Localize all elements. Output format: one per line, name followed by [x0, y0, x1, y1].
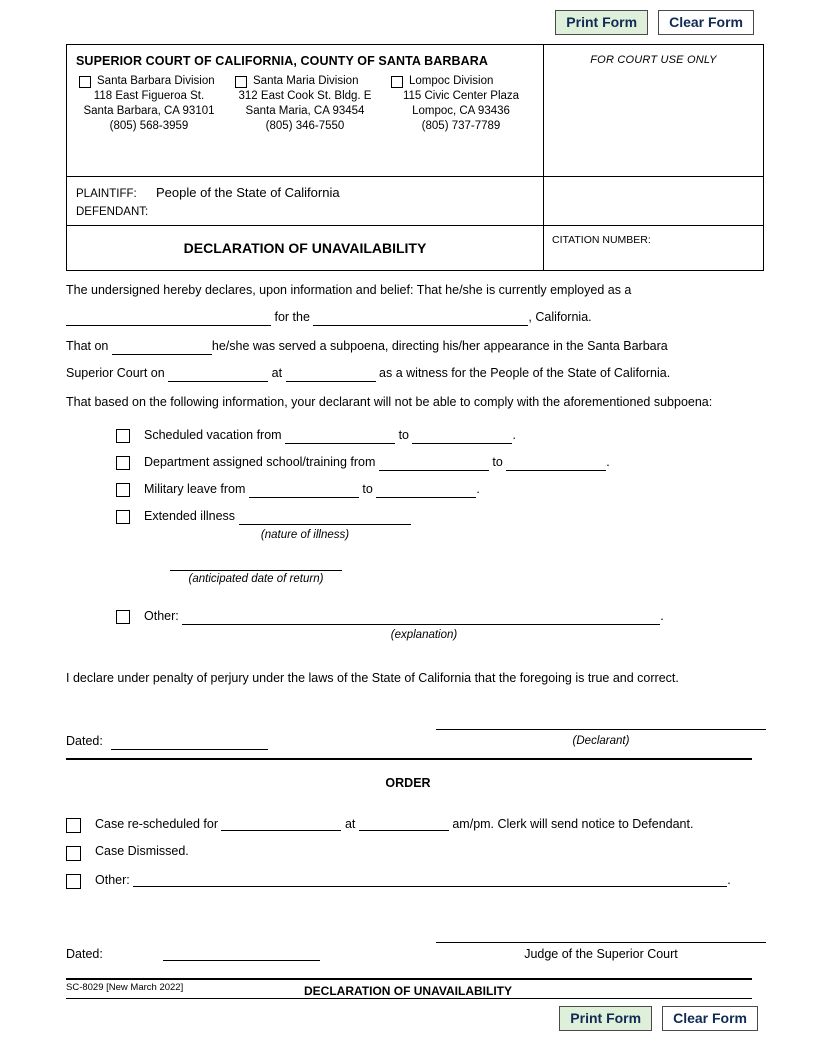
court-name: SUPERIOR COURT OF CALIFORNIA, COUNTY OF SANTA BARBARA [76, 54, 489, 68]
order-item-dismissed[interactable] [66, 844, 766, 861]
footer-divider-top [66, 978, 752, 980]
division-santa-maria[interactable] [227, 74, 383, 134]
defendant-label: DEFENDANT: [76, 206, 149, 218]
served-mid: he/she was served a subpoena, directing his/her appearance in the Santa Barbara [211, 339, 668, 353]
clear-form-button-bottom[interactable]: Clear Form [662, 1006, 758, 1031]
intro-for-label: for the [274, 310, 310, 324]
order-label: Case re-scheduled for [95, 817, 218, 831]
parties-right-cell [544, 176, 763, 225]
order-after: am/pm. Clerk will send notice to Defendant. [452, 817, 694, 831]
training-from-input[interactable] [379, 456, 489, 471]
reschedule-time-input[interactable] [359, 816, 449, 831]
option-scheduled-vacation[interactable] [116, 427, 766, 444]
checkbox-extended-illness[interactable] [116, 510, 130, 524]
checkbox-santa-maria-division[interactable] [235, 76, 247, 88]
vacation-from-input[interactable] [285, 429, 395, 444]
option-label: Extended illness [144, 509, 236, 523]
reschedule-date-input[interactable] [221, 816, 341, 831]
illness-return-input[interactable] [170, 556, 342, 571]
citation-number-label[interactable]: CITATION NUMBER: [544, 225, 763, 269]
illness-nature-caption: (nature of illness) [260, 529, 350, 541]
form-header-table [66, 44, 764, 271]
intro-text-1: The undersigned hereby declares, upon information and belief: That he/she is currently employed as a [66, 283, 632, 297]
division-phone: (805) 568-3959 [109, 120, 189, 132]
division-name: Santa Maria Division [253, 75, 359, 87]
order-heading: ORDER [385, 776, 431, 790]
option-end: . [476, 482, 480, 496]
option-end: . [512, 428, 516, 442]
form-number: SC-8029 [New March 2022] [66, 982, 184, 993]
division-santa-barbara[interactable] [71, 74, 227, 134]
illness-return-caption: (anticipated date of return) [188, 573, 324, 585]
appearance-time-input[interactable] [286, 367, 376, 382]
court-info-cell [67, 45, 544, 176]
order-item-rescheduled[interactable] [66, 816, 766, 833]
declarant-date-input[interactable] [111, 735, 268, 750]
served-line2-end: as a witness for the People of the State of California. [379, 366, 671, 380]
intro-paragraph [66, 282, 766, 326]
served-line2-at: at [271, 366, 283, 380]
court-use-blank-area [544, 66, 763, 176]
appearance-date-input[interactable] [168, 367, 268, 382]
checkbox-santa-barbara-division[interactable] [79, 76, 91, 88]
option-mid: to [398, 428, 409, 442]
judge-caption: Judge of the Superior Court [524, 947, 678, 961]
form-body [66, 282, 766, 750]
division-address2: Santa Maria, CA 93454 [245, 105, 365, 117]
form-title-cell [67, 225, 544, 270]
judge-signature-row [66, 928, 766, 961]
for-court-use-cell [544, 45, 763, 176]
served-line2-prefix: Superior Court on [66, 366, 165, 380]
checkbox-military-leave[interactable] [116, 483, 130, 497]
footer-divider-bottom [66, 998, 752, 999]
division-phone: (805) 346-7550 [265, 120, 345, 132]
served-prefix: That on [66, 339, 109, 353]
order-item-other[interactable] [66, 872, 766, 889]
division-phone: (805) 737-7789 [421, 120, 501, 132]
print-form-button-top[interactable]: Print Form [555, 10, 648, 35]
employer-title-input[interactable] [66, 311, 271, 326]
option-extended-illness[interactable] [116, 508, 766, 588]
division-lompoc[interactable] [383, 74, 539, 134]
clear-form-button-top[interactable]: Clear Form [658, 10, 754, 35]
military-to-input[interactable] [376, 483, 476, 498]
checkbox-case-rescheduled[interactable] [66, 818, 81, 833]
print-form-button-bottom[interactable]: Print Form [559, 1006, 652, 1031]
plaintiff-label: PLAINTIFF: [76, 188, 137, 200]
checkbox-other[interactable] [116, 610, 130, 624]
form-title: DECLARATION OF UNAVAILABILITY [67, 225, 543, 270]
plaintiff-value: People of the State of California [156, 185, 340, 200]
intro-text-2: , California. [528, 310, 592, 324]
service-date-input[interactable] [112, 340, 212, 355]
top-button-bar [555, 10, 754, 35]
based-on-paragraph: That based on the following information, your declarant will not be able to comply with the aforementioned subpoena: [66, 395, 713, 409]
option-label: Scheduled vacation from [144, 428, 282, 442]
checkbox-scheduled-vacation[interactable] [116, 429, 130, 443]
footer-title: DECLARATION OF UNAVAILABILITY [304, 984, 512, 998]
checkbox-lompoc-division[interactable] [391, 76, 403, 88]
unavailability-options [116, 427, 766, 644]
order-dated-label: Dated: [66, 947, 103, 961]
division-name: Santa Barbara Division [97, 75, 215, 87]
judge-signature-input[interactable] [436, 928, 766, 943]
checkbox-order-other[interactable] [66, 874, 81, 889]
dated-label: Dated: [66, 734, 103, 748]
order-label: Case Dismissed. [95, 844, 189, 858]
option-school-training[interactable] [116, 454, 766, 471]
order-options [66, 816, 766, 900]
division-address1: 118 East Figueroa St. [93, 90, 205, 102]
parties-cell [67, 176, 544, 225]
training-to-input[interactable] [506, 456, 606, 471]
other-label: Other: [144, 609, 179, 623]
other-explanation-input[interactable] [182, 610, 660, 625]
division-address1: 312 East Cook St. Bldg. E [238, 90, 372, 102]
vacation-to-input[interactable] [412, 429, 512, 444]
option-mid: to [492, 455, 503, 469]
order-mid: at [344, 817, 356, 831]
order-divider [66, 758, 752, 760]
other-end: . [660, 609, 664, 623]
option-military-leave[interactable] [116, 481, 766, 498]
order-other-input[interactable] [133, 872, 727, 887]
checkbox-case-dismissed[interactable] [66, 846, 81, 861]
service-paragraph [66, 338, 766, 382]
citation-cell [544, 225, 763, 270]
declarant-signature-input[interactable] [436, 715, 766, 730]
for-court-use-label: FOR COURT USE ONLY [590, 54, 717, 66]
option-mid: to [362, 482, 373, 496]
employer-city-input[interactable] [313, 311, 528, 326]
bottom-button-bar [559, 1006, 758, 1031]
option-label: Department assigned school/training from [144, 455, 376, 469]
checkbox-school-training[interactable] [116, 456, 130, 470]
military-from-input[interactable] [249, 483, 359, 498]
order-label: Other: [95, 873, 130, 887]
illness-nature-input[interactable] [239, 510, 411, 525]
option-other[interactable] [116, 608, 766, 644]
option-label: Military leave from [144, 482, 246, 496]
order-after: . [727, 873, 731, 887]
division-address2: Santa Barbara, CA 93101 [83, 105, 215, 117]
perjury-statement: I declare under penalty of perjury under the laws of the State of California that the foregoing is true and correct. [66, 671, 679, 685]
order-date-input[interactable] [163, 946, 320, 961]
other-caption: (explanation) [390, 629, 458, 641]
division-address2: Lompoc, CA 93436 [412, 105, 510, 117]
declarant-caption: (Declarant) [572, 735, 630, 747]
division-address1: 115 Civic Center Plaza [402, 90, 520, 102]
division-list [67, 74, 543, 142]
declarant-signature-row [66, 715, 766, 750]
option-end: . [606, 455, 610, 469]
division-name: Lompoc Division [409, 75, 494, 87]
